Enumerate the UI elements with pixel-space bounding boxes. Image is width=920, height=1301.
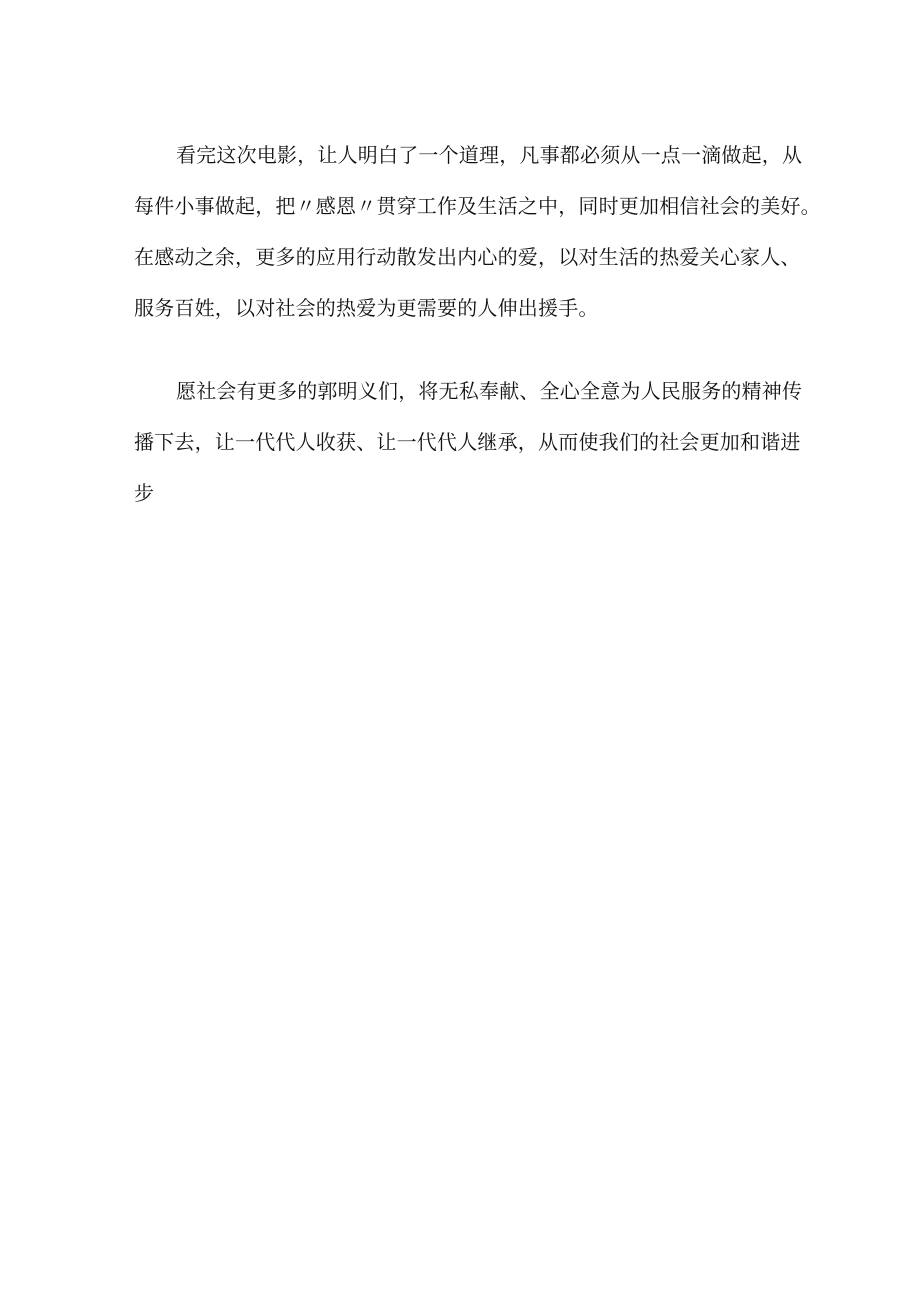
paragraph-line: 每件小事做起，把〃感恩〃贯穿工作及生活之中，同时更加相信社会的美好。 <box>134 194 821 218</box>
paragraph-line: 步 <box>134 481 155 505</box>
paragraph-line: 看完这次电影，让人明白了一个道理，凡事都必须从一点一滴做起，从 <box>176 143 803 167</box>
paragraph-line: 播下去，让一代代人收获、让一代代人继承，从而使我们的社会更加和谐进 <box>134 430 801 454</box>
paragraph-line: 愿社会有更多的郭明义们，将无私奉献、全心全意为人民服务的精神传 <box>176 379 803 403</box>
paragraph-line: 在感动之余，更多的应用行动散发出内心的爱，以对生活的热爱关心家人、 <box>134 245 801 269</box>
paragraph-line: 服务百姓，以对社会的热爱为更需要的人伸出援手。 <box>134 296 599 320</box>
paragraph-wish <box>134 366 806 519</box>
paragraph-movie-reflection <box>134 130 821 334</box>
